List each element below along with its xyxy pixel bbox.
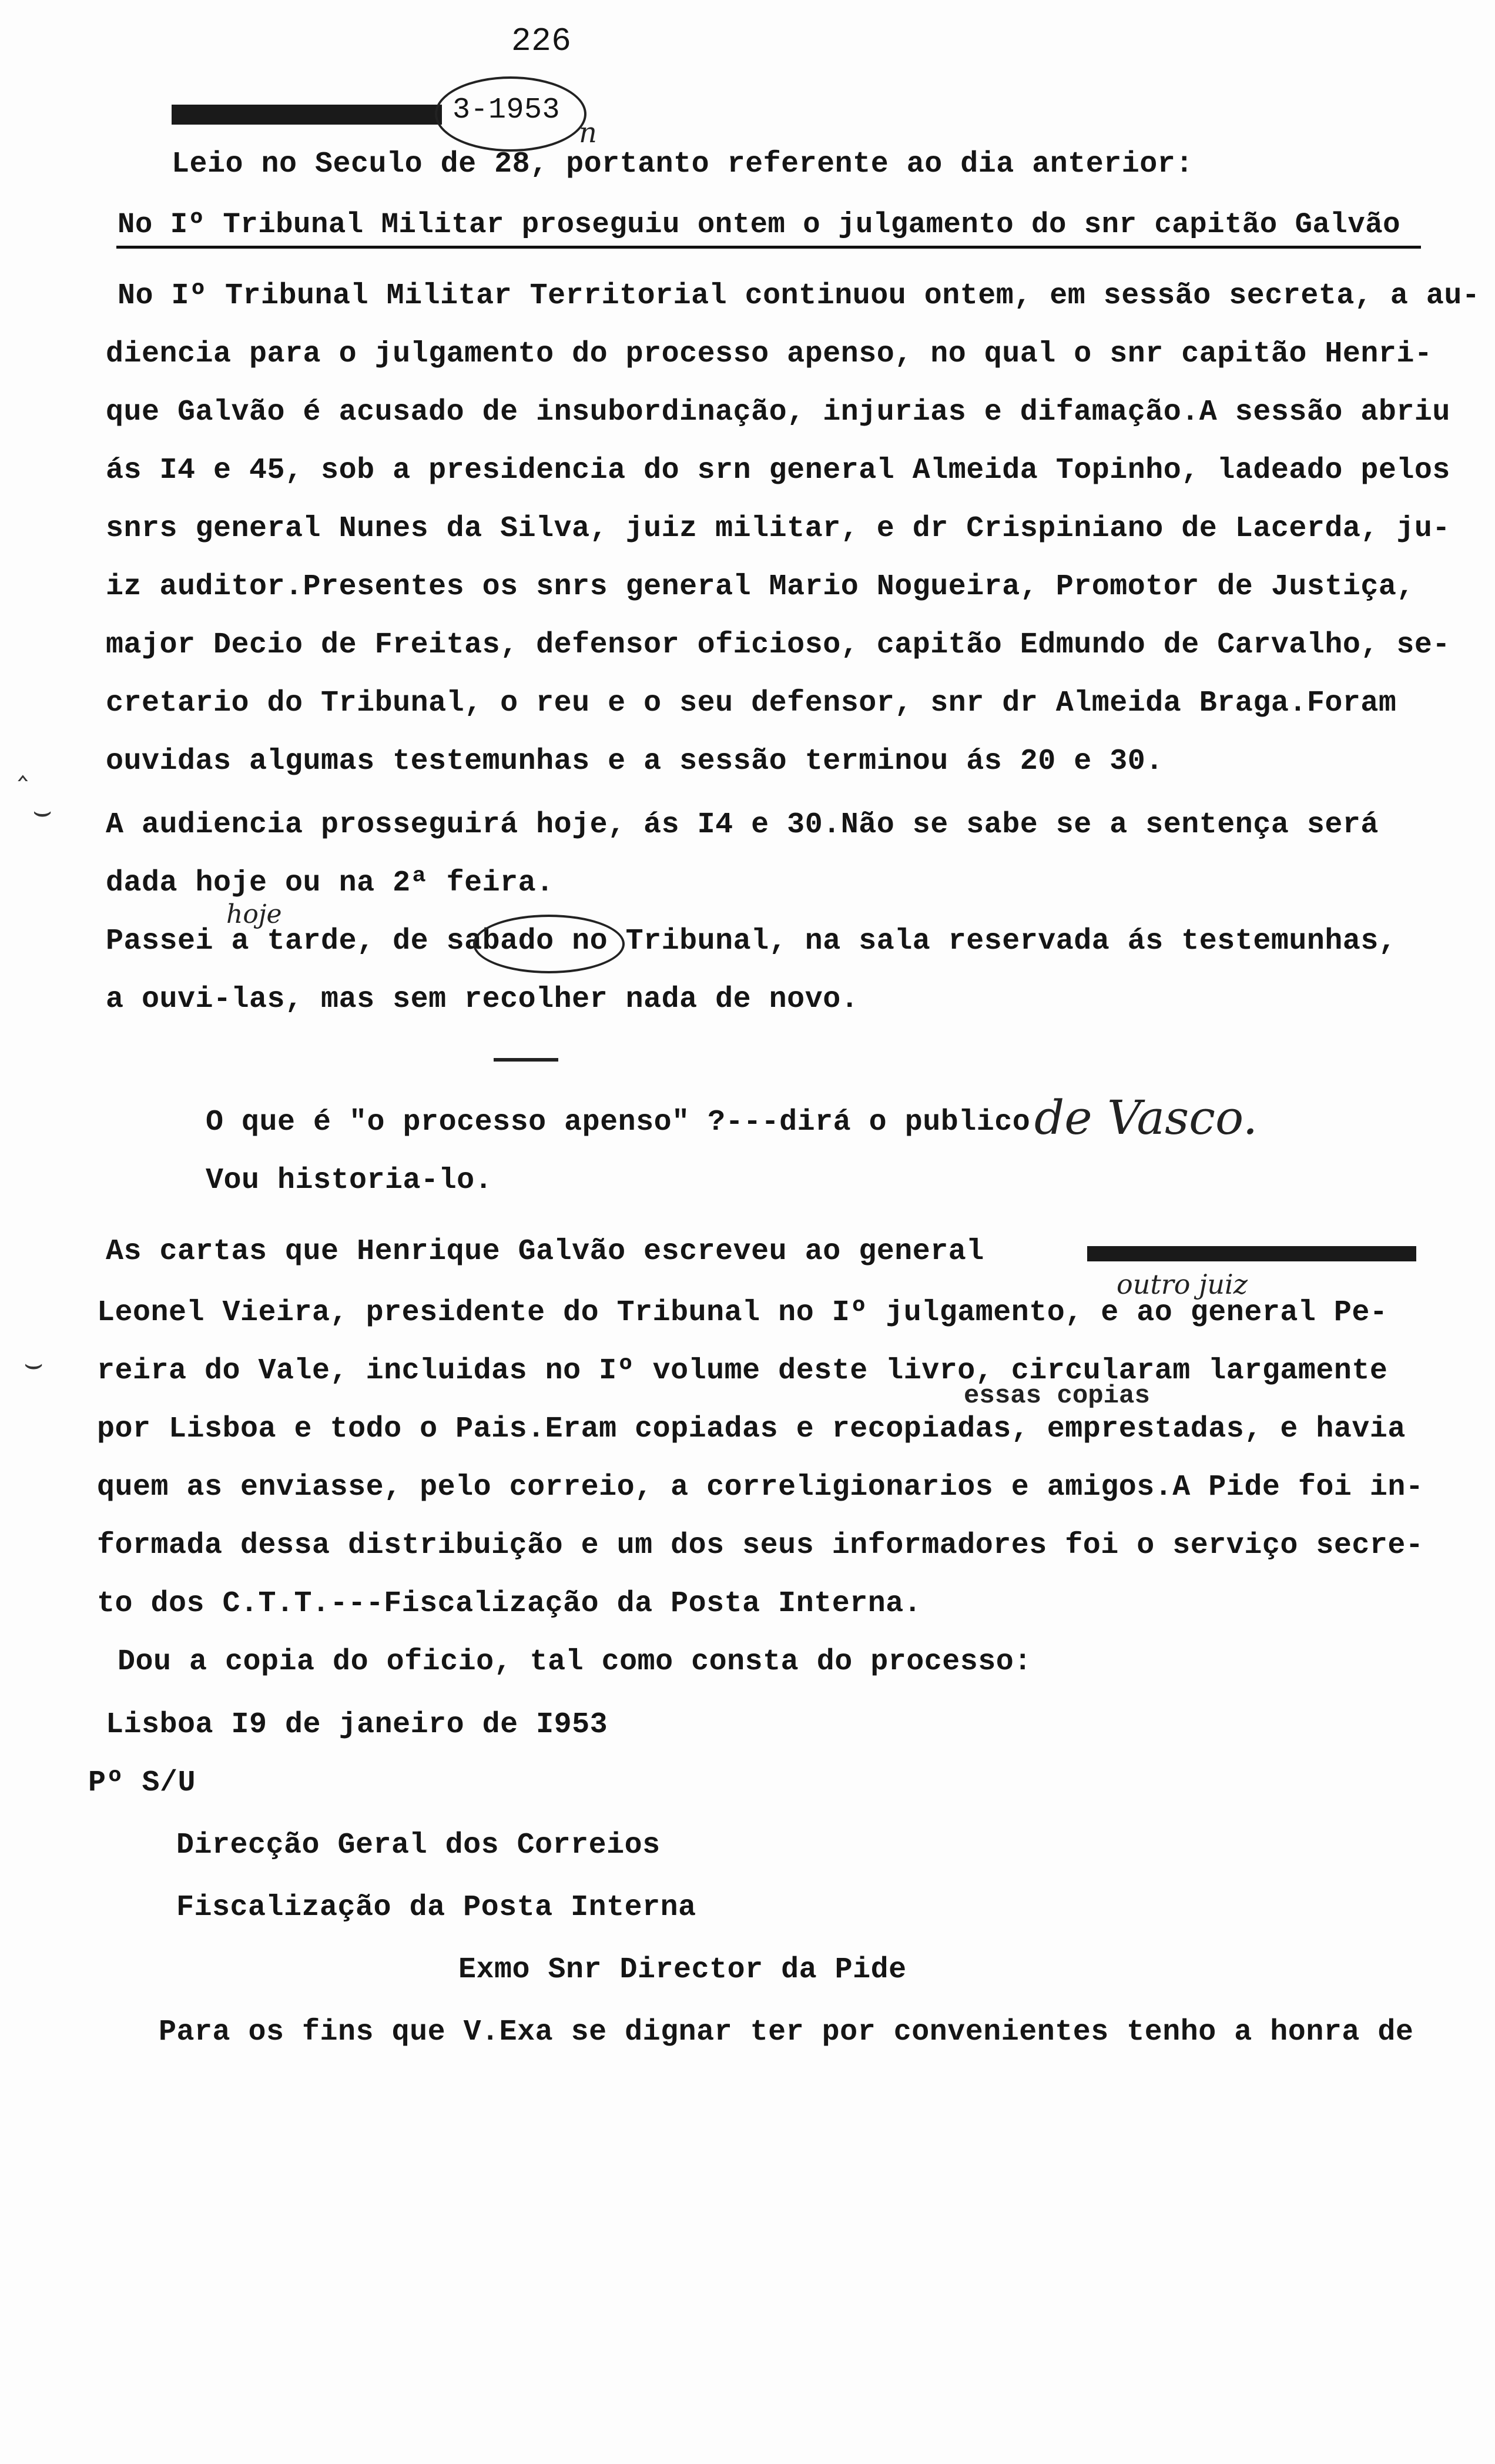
- page-number: 226: [511, 22, 572, 60]
- handwritten-outro-juiz: outro juiz: [1117, 1268, 1248, 1300]
- handwritten-de-vasco: de Vasco.: [1034, 1090, 1258, 1145]
- crossed-out-date: [172, 105, 442, 125]
- letter-sender-line-2: Fiscalização da Posta Interna: [176, 1891, 696, 1924]
- text-line: major Decio de Freitas, defensor oficioso, capitão Edmundo de Carvalho, se-: [106, 628, 1450, 662]
- text-line: quem as enviasse, pelo correio, a correligionarios e amigos.A Pide foi in-: [97, 1471, 1424, 1504]
- text-line: Vou historia-lo.: [206, 1164, 493, 1197]
- headline-underline: [116, 246, 1421, 249]
- text-line: A audiencia prosseguirá hoje, ás I4 e 30.Não se sabe se a sentença será: [106, 808, 1379, 842]
- crossed-out-name: [1087, 1246, 1416, 1261]
- text-line: snrs general Nunes da Silva, juiz militar, e dr Crispiniano de Lacerda, ju-: [106, 512, 1450, 545]
- text-line: que Galvão é acusado de insubordinação, injurias e difamação.A sessão abriu: [106, 396, 1450, 429]
- text-line: dada hoje ou na 2ª feira.: [106, 866, 554, 900]
- text-line: As cartas que Henrique Galvão escreveu ao general: [106, 1235, 984, 1268]
- text-line: Dou a copia do oficio, tal como consta do processo:: [118, 1645, 1032, 1679]
- text-line: ouvidas algumas testemunhas e a sessão terminou ás 20 e 30.: [106, 745, 1164, 778]
- text-line: Para os fins que V.Exa se dignar ter por convenientes tenho a honra de: [159, 2016, 1414, 2049]
- margin-dash-mark: ‸: [18, 746, 28, 782]
- text-line: O que é "o processo apenso" ?---dirá o publico: [206, 1106, 1031, 1139]
- text-line: ás I4 e 45, sob a presidencia do srn general Almeida Topinho, ladeado pelos: [106, 454, 1450, 487]
- handwritten-hoje: hoje: [226, 899, 282, 929]
- headline: No Iº Tribunal Militar proseguiu ontem o julgamento do snr capitão Galvão: [118, 208, 1401, 241]
- text-line: formada dessa distribuição e um dos seus informadores foi o serviço secre-: [97, 1529, 1424, 1562]
- text-line: a ouvi-las, mas sem recolher nada de novo.: [106, 983, 859, 1016]
- text-line: Leonel Vieira, presidente do Tribunal no Iº julgamento, e ao general Pe-: [97, 1296, 1388, 1330]
- text-line: cretario do Tribunal, o reu e o seu defensor, snr dr Almeida Braga.Foram: [106, 687, 1397, 720]
- letter-date: Lisboa I9 de janeiro de I953: [106, 1708, 608, 1742]
- intro-line: Leio no Seculo de 28, portanto referente ao dia anterior:: [172, 148, 1194, 181]
- section-separator: [494, 1058, 558, 1062]
- text-line: reira do Vale, incluidas no Iº volume deste livro, circularam largamente: [97, 1354, 1388, 1388]
- text-line: por Lisboa e todo o Pais.Eram copiadas e recopiadas, emprestadas, e havia: [97, 1412, 1406, 1446]
- margin-note-top: n: [579, 116, 597, 149]
- text-line: diencia para o julgamento do processo apenso, no qual o snr capitão Henri-: [106, 337, 1433, 371]
- margin-curve-mark: ⌣: [24, 1346, 44, 1381]
- handwritten-essas-copias: essas copias: [964, 1381, 1150, 1411]
- date-header-visible: 3-1953: [452, 93, 561, 127]
- letter-recipient: Exmo Snr Director da Pide: [458, 1953, 907, 1987]
- sabado-circle: [473, 915, 625, 973]
- text-line: No Iº Tribunal Militar Territorial continuou ontem, em sessão secreta, a au-: [118, 279, 1480, 313]
- margin-curve-mark: ⌣: [32, 794, 53, 829]
- text-line: Passei a tarde, de sabado no Tribunal, na sala reservada ás testemunhas,: [106, 925, 1397, 958]
- letter-sender-line-1: Direcção Geral dos Correios: [176, 1829, 661, 1862]
- text-line: to dos C.T.T.---Fiscalização da Posta Interna.: [97, 1587, 922, 1621]
- letter-ref: Pº S/U: [88, 1766, 196, 1800]
- text-line: iz auditor.Presentes os snrs general Mario Nogueira, Promotor de Justiça,: [106, 570, 1414, 604]
